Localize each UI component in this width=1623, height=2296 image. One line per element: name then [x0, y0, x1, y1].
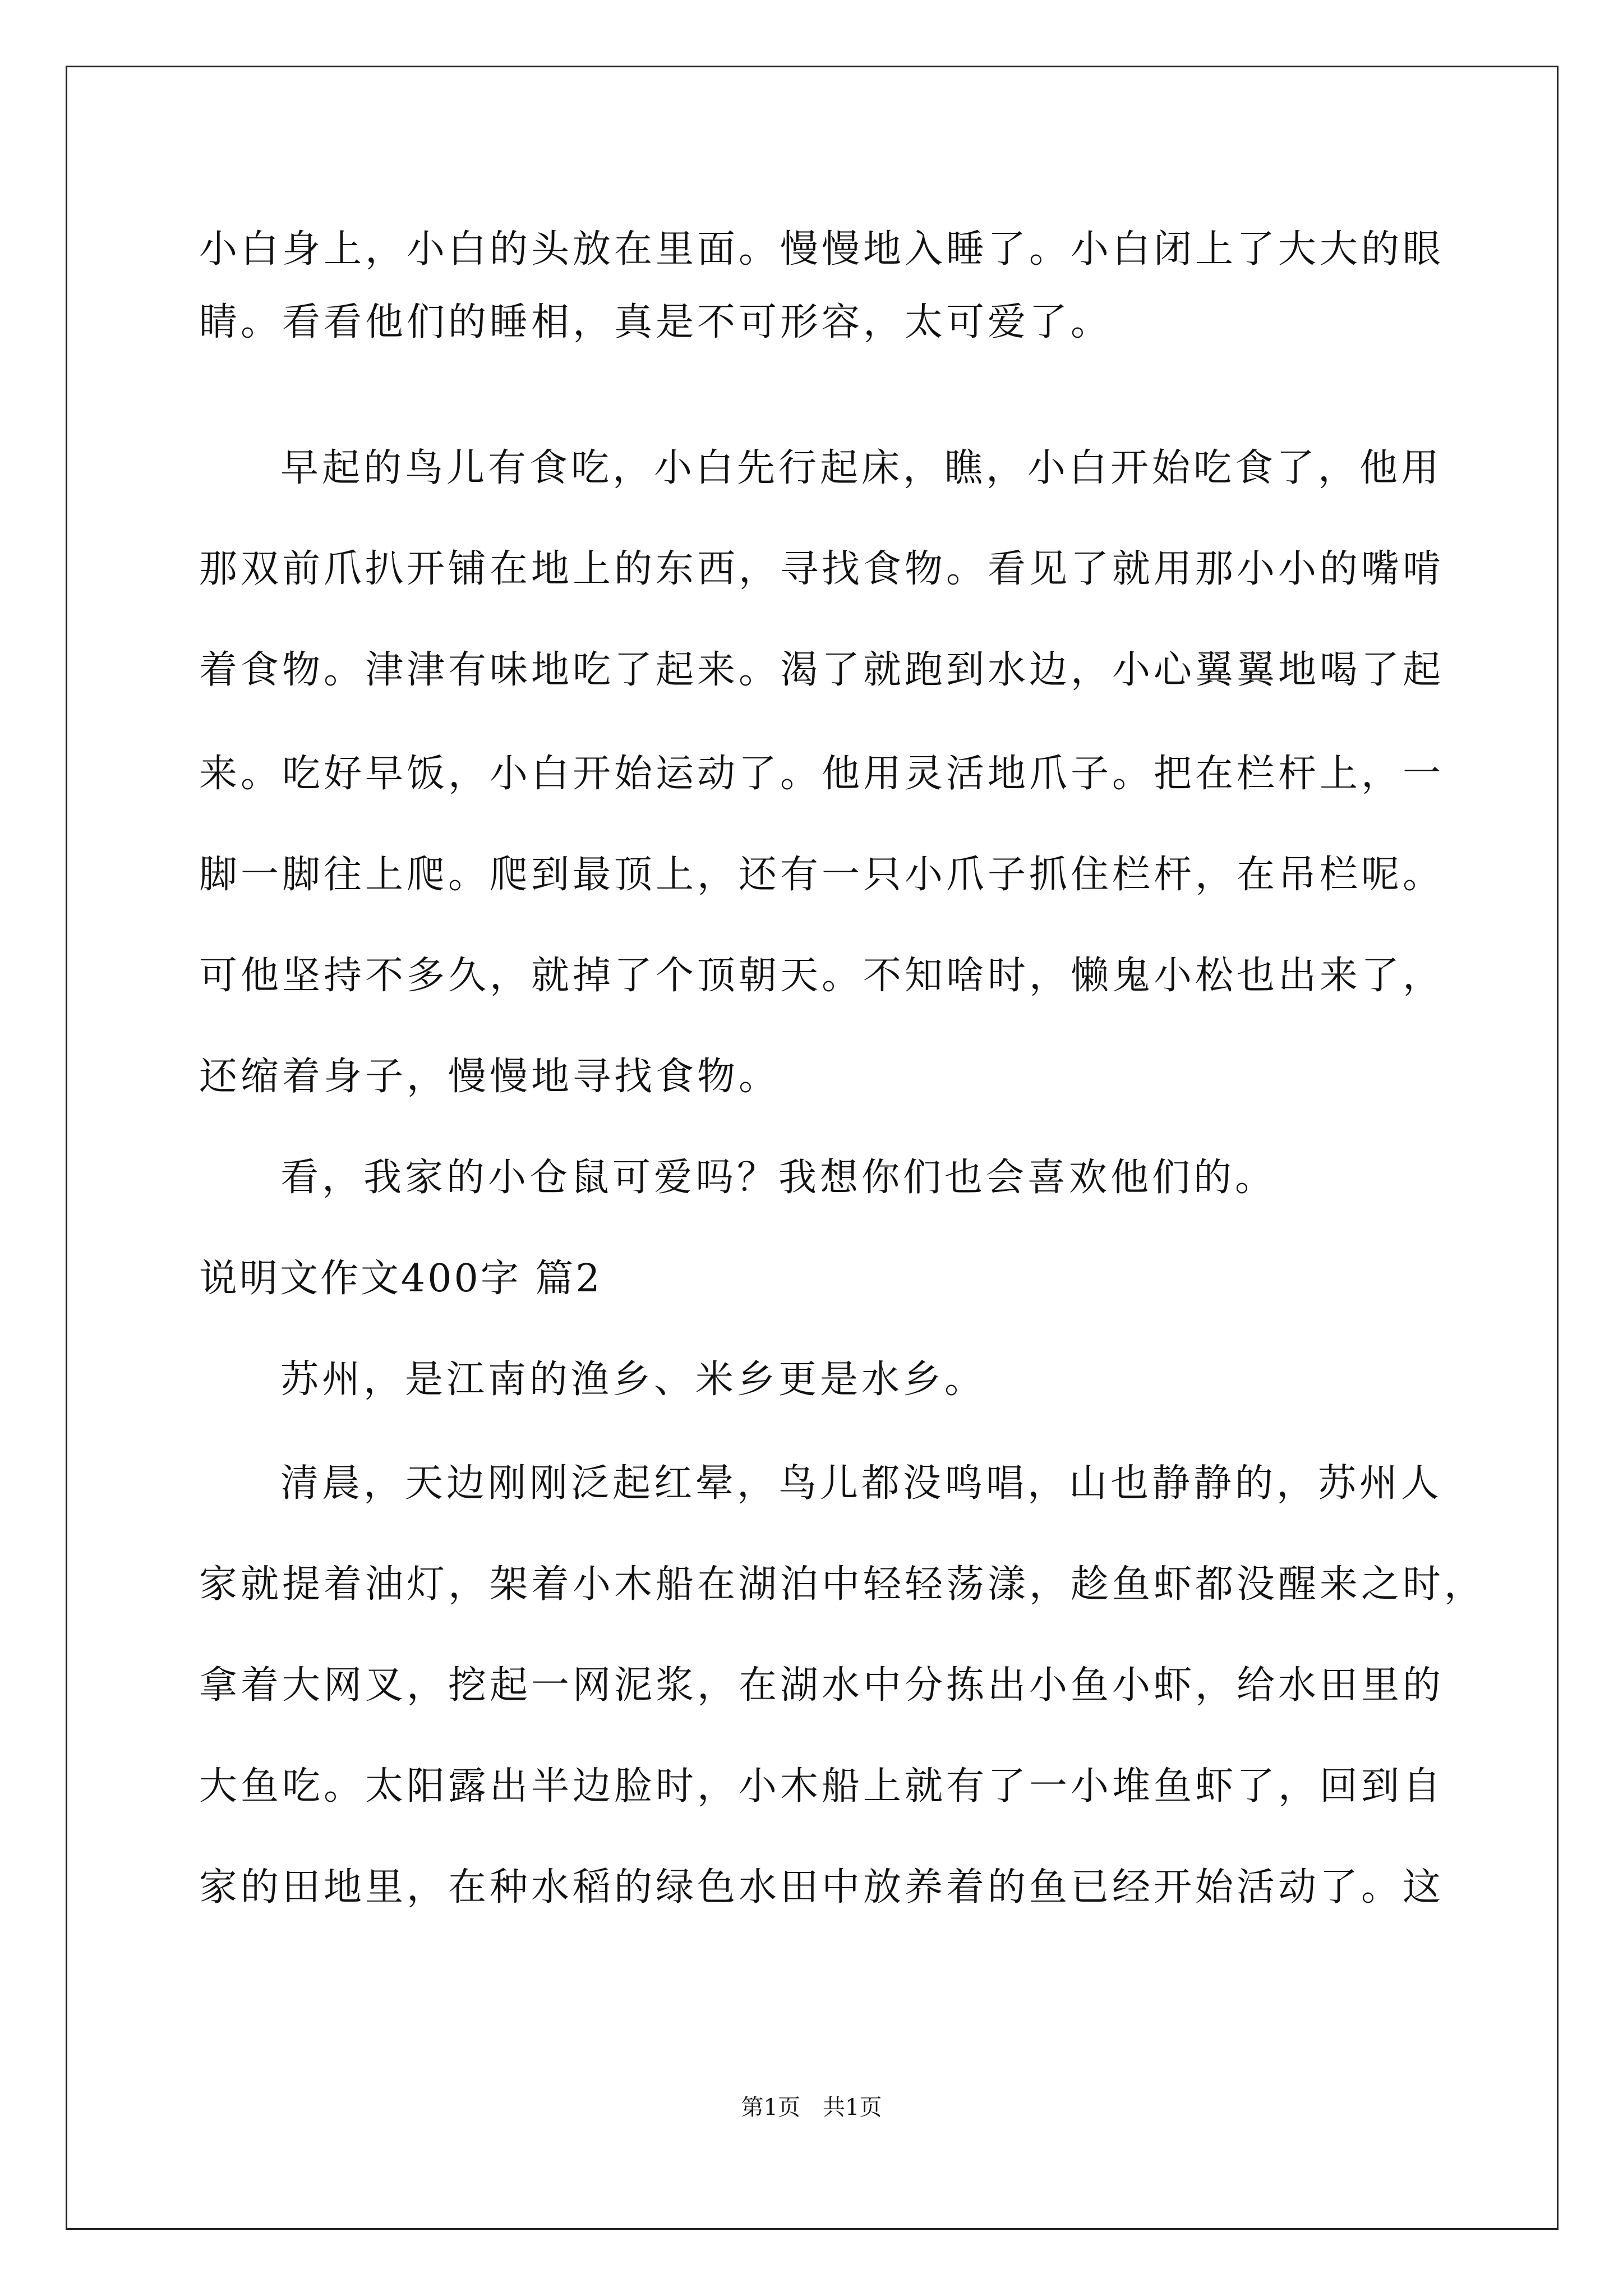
text-line: 可他坚持不多久，就掉了个顶朝天。不知啥时，懒鬼小松也出来了， — [199, 954, 1445, 998]
section-heading: 说明文作文400字 篇2 — [199, 1257, 602, 1301]
text-line: 家就提着油灯，架着小木船在湖泊中轻轻荡漾，趁鱼虾都没醒来之时， — [199, 1562, 1486, 1607]
text-line: 着食物。津津有味地吃了起来。渴了就跑到水边，小心翼翼地喝了起 — [199, 648, 1445, 692]
text-line: 看，我家的小仓鼠可爱吗？我想你们也会喜欢他们的。 — [280, 1156, 1277, 1200]
text-line: 早起的鸟儿有食吃，小白先行起床，瞧，小白开始吃食了，他用 — [280, 446, 1443, 490]
text-line: 苏州，是江南的渔乡、米乡更是水乡。 — [280, 1358, 986, 1402]
text-line: 小白身上，小白的头放在里面。慢慢地入睡了。小白闭上了大大的眼 — [199, 227, 1445, 272]
text-line: 脚一脚往上爬。爬到最顶上，还有一只小爪子抓住栏杆，在吊栏呢。 — [199, 853, 1445, 897]
text-line: 那双前爪扒开铺在地上的东西，寻找食物。看见了就用那小小的嘴啃 — [199, 547, 1445, 591]
text-line: 来。吃好早饭，小白开始运动了。他用灵活地爪子。把在栏杆上，一 — [199, 752, 1445, 796]
text-line: 家的田地里，在种水稻的绿色水田中放养着的鱼已经开始活动了。这 — [199, 1865, 1445, 1910]
text-line: 大鱼吃。太阳露出半边脸时，小木船上就有了一小堆鱼虾了，回到自 — [199, 1764, 1445, 1809]
text-line: 拿着大网叉，挖起一网泥浆，在湖水中分拣出小鱼小虾，给水田里的 — [199, 1663, 1445, 1708]
page-footer: 第1页 共1页 — [741, 2095, 882, 2120]
text-line: 睛。看看他们的睡相，真是不可形容，太可爱了。 — [199, 300, 1113, 344]
text-line: 还缩着身子，慢慢地寻找食物。 — [199, 1055, 781, 1099]
text-line: 清晨，天边刚刚泛起红晕，鸟儿都没鸣唱，山也静静的，苏州人 — [280, 1461, 1443, 1506]
